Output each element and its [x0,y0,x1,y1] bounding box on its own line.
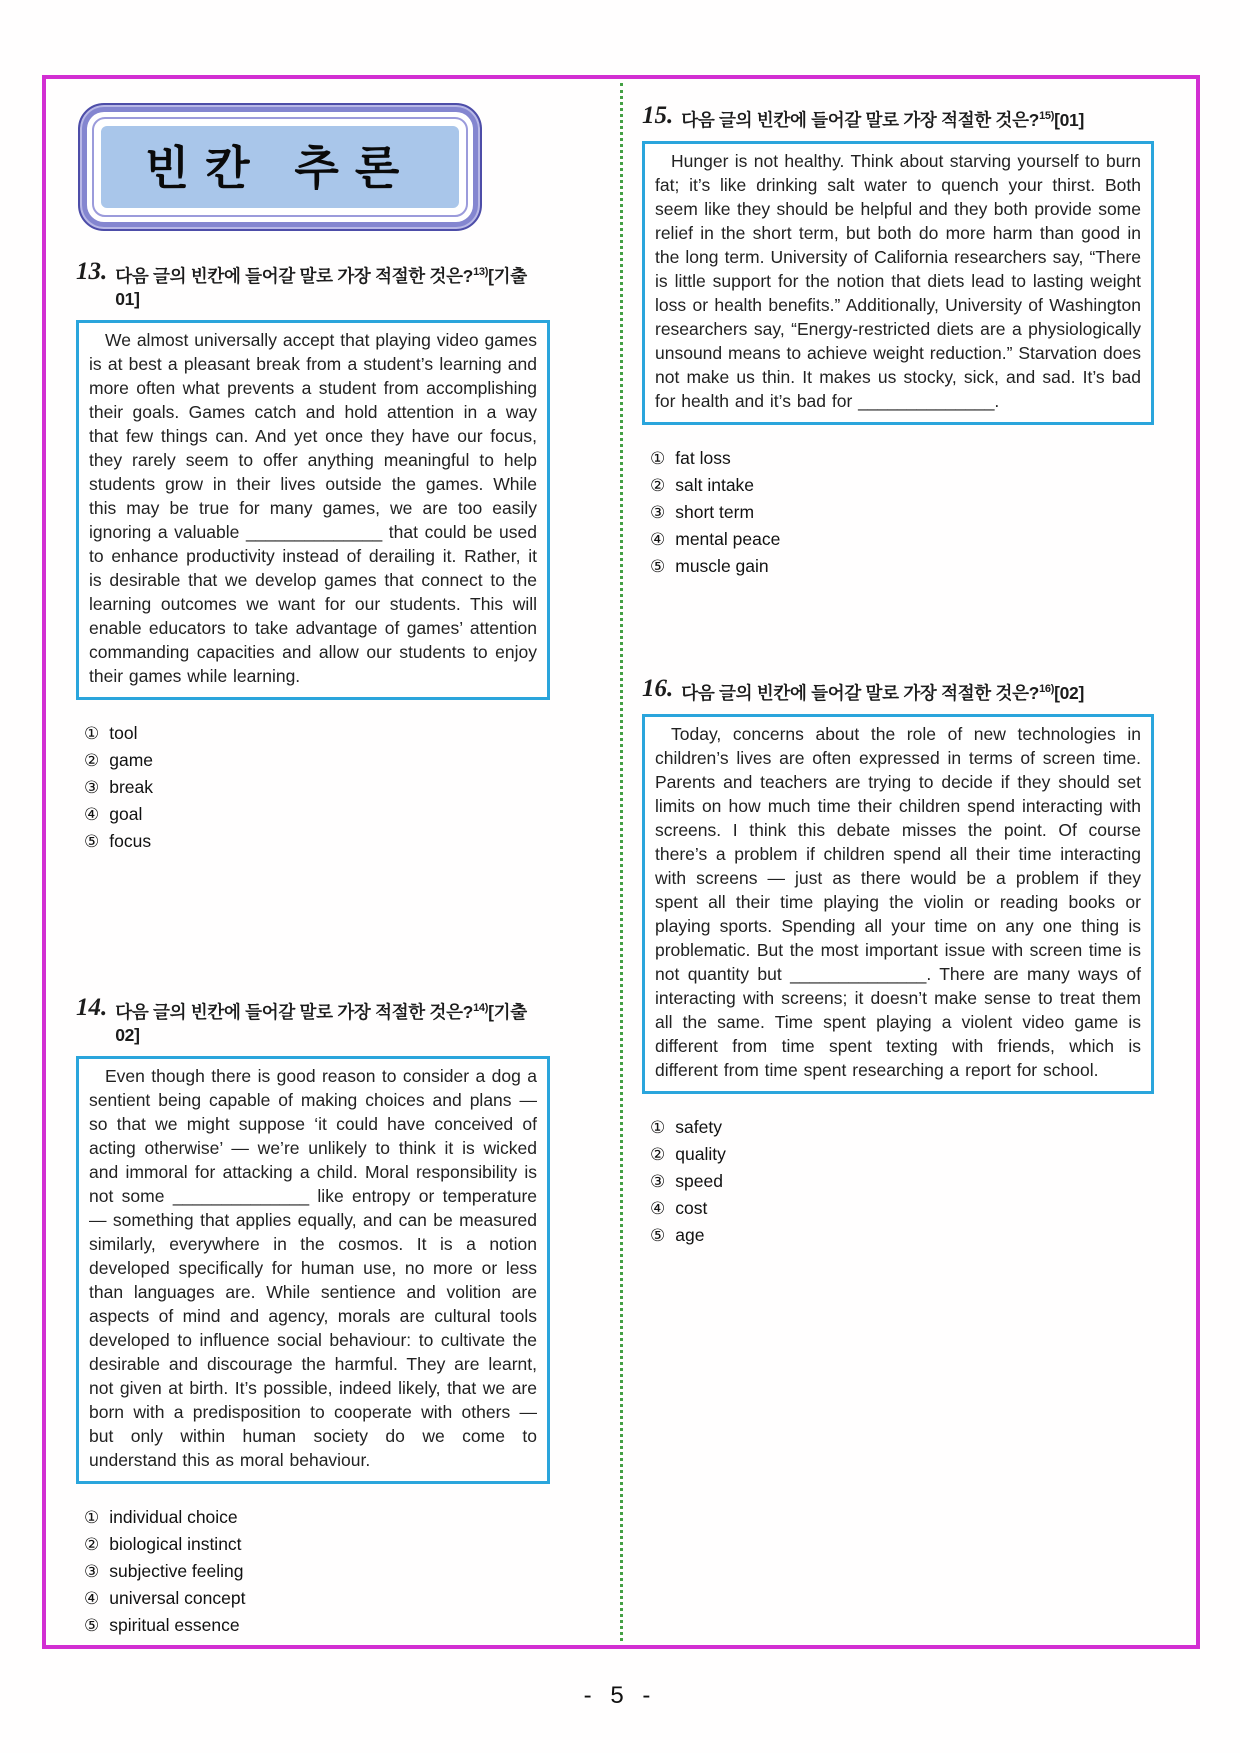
question-15-prompt: 다음 글의 빈칸에 들어갈 말로 가장 적절한 것은?$^{15)}$[01] [681,109,1084,130]
choice-marker: ② [84,1534,100,1554]
choice-marker: ① [84,1507,100,1527]
question-16-passage-box [642,714,1154,1094]
question-15-choices [650,445,1154,580]
choice-marker: ② [84,750,100,770]
choice-text: spiritual essence [109,1614,240,1635]
choice-text: quality [675,1143,726,1164]
choice-text: speed [675,1170,723,1191]
section-title: 빈칸 추론 [144,142,416,194]
question-13-passage: We almost universally accept that playing video games is at best a pleasant break from a student’s learning and more often what prevents a student from accomplishing their goals. Games catch and hold attention in a way that few things can. And yet once they have our focus, they rarely seem to offer anything meaningful to help students grow in their lives outside the games. While this may be true for many games, we are too easily ignoring a valuable ______________ that could be used to enhance productivity instead of derailing it. Rather, it is desirable that we develop games that connect to the learning outcomes we want for our students. This will enable educators to take advantage of games’ attention commanding capacities and allow our students to enjoy their games while learning. [89,329,537,686]
choice-item [84,1504,550,1531]
question-14-choices [84,1504,550,1639]
section-title-banner [78,103,482,231]
question-14-header [76,993,550,1047]
question-16 [642,674,1154,1249]
choice-text: tool [109,722,138,743]
choice-item [650,1168,1154,1195]
choice-item [650,472,1154,499]
choice-item [650,445,1154,472]
choice-item [84,1612,550,1639]
question-13-choices [84,720,550,855]
question-16-prompt: 다음 글의 빈칸에 들어갈 말로 가장 적절한 것은?$^{16)}$[02] [681,682,1084,703]
choice-text: short term [675,501,755,522]
choice-text: focus [109,830,152,851]
choice-text: fat loss [675,447,731,468]
choice-item [84,720,550,747]
choice-marker: ① [650,1117,666,1137]
choice-text: goal [109,803,143,824]
column-divider [620,83,623,1641]
question-13-passage-box [76,320,550,700]
question-14-prompt: 다음 글의 빈칸에 들어갈 말로 가장 적절한 것은?$^{14)}$[기출 02] [115,1001,527,1045]
choice-marker: ④ [84,1588,100,1608]
choice-marker: ④ [650,1198,666,1218]
page-number: - 5 - [583,1682,657,1709]
choice-text: individual choice [109,1506,238,1527]
question-14-source: [기출 02] [115,1001,527,1045]
choice-text: universal concept [109,1587,246,1608]
choice-marker: ③ [84,777,100,797]
choice-marker: ③ [650,1171,666,1191]
question-13 [76,258,550,855]
choice-marker: ④ [650,529,666,549]
choice-marker: ⑤ [650,1225,666,1245]
choice-item [84,828,550,855]
question-16-source: [02] [1054,682,1084,703]
footnote-ref: 13) [473,266,489,278]
left-column [76,79,550,1639]
question-16-passage: Today, concerns about the role of new technologies in children’s lives are often expressed in terms of screen time. Parents and teachers are trying to decide if they should set limits on how much time their children spend interacting with screens. I think this debate misses the point. Of course there’s a problem if children spend all their time interacting with screens — just as there would be a problem if they spent all their time playing the violin or reading books or playing sports. Spending all your time on any one thing is problematic. But the most important issue with screen time is not quantity but ______________. There are many ways of interacting with screens; it doesn’t make sense to treat them all the same. Time spent playing a violent video game is different from time spent texting with friends, which is different from time spent researching a report for school. [655,723,1141,1080]
question-13-header [76,258,550,311]
banner-outer-border [78,103,482,231]
choice-text: cost [675,1197,708,1218]
choice-marker: ① [650,448,666,468]
question-13-number: 13. [76,258,108,285]
choice-item [650,1222,1154,1249]
choice-text: break [109,776,154,797]
choice-marker: ⑤ [650,556,666,576]
question-13-source: [기출 01] [115,265,527,309]
question-14 [76,993,550,1639]
choice-item [650,1195,1154,1222]
question-14-passage-box [76,1056,550,1484]
choice-item [650,526,1154,553]
choice-marker: ② [650,1144,666,1164]
question-14-number: 14. [76,993,108,1021]
choice-text: game [109,749,154,770]
footnote-ref: 16) [1039,682,1055,695]
choice-marker: ⑤ [84,831,100,851]
choice-text: age [675,1224,705,1245]
choice-text: mental peace [675,528,781,549]
question-16-choices [650,1114,1154,1249]
choice-marker: ③ [84,1561,100,1581]
choice-marker: ① [84,723,100,743]
footnote-ref: 14) [473,1001,489,1014]
choice-marker: ⑤ [84,1615,100,1635]
choice-item [650,1114,1154,1141]
choice-text: subjective feeling [109,1560,244,1581]
choice-item [84,1531,550,1558]
choice-marker: ④ [84,804,100,824]
question-16-header [642,674,1154,705]
footnote-ref: 15) [1039,110,1055,122]
question-16-number: 16. [642,674,674,702]
choice-item [84,1558,550,1585]
choice-text: biological instinct [109,1533,242,1554]
question-15-number: 15. [642,102,674,129]
choice-item [84,801,550,828]
right-column [642,79,1154,1249]
question-15-header [642,102,1154,132]
choice-item [84,747,550,774]
choice-item [84,774,550,801]
page-border-frame [42,75,1200,1649]
question-15 [642,102,1154,580]
choice-item [650,499,1154,526]
choice-text: safety [675,1116,722,1137]
choice-item [650,553,1154,580]
question-15-source: [01] [1054,109,1084,130]
question-15-passage: Hunger is not healthy. Think about starving yourself to burn fat; it’s like drinking salt water to quench your thirst. Both seem like they should be helpful and they both provide some relief in the short term, but both do more harm than good in the long term. University of California researchers say, “There is little support for the notion that diets lead to lasting weight loss or health benefits.” Additionally, University of Washington researchers say, “Energy-restricted diets are a physiologically unsound means to achieve weight reduction.” Starvation does not make us thin. It makes us stocky, sick, and sad. It’s bad for health and it’s bad for ______________. [655,150,1141,411]
choice-marker: ③ [650,502,666,522]
choice-item [650,1141,1154,1168]
question-14-passage: Even though there is good reason to consider a dog a sentient being capable of making choices and plans — so that we might suppose ‘it could have conceived of acting otherwise’ — we’re unlikely to think it is wicked and immoral for attacking a child. Moral responsibility is not some ______________ like entropy or temperature — something that applies equally, and can be measured similarly, everywhere in the cosmos. It is a notion developed specifically for human use, no more or less than languages are. While sentience and volition are aspects of mind and agency, morals are cultural tools developed to influence social behaviour: to cultivate the desirable and discourage the harmful. They are learnt, not given at birth. It’s possible, indeed likely, that we are born with a predisposition to cooperate with others — but only within human society do we come to understand this as moral behaviour. [89,1065,537,1470]
choice-text: muscle gain [675,555,769,576]
question-13-prompt: 다음 글의 빈칸에 들어갈 말로 가장 적절한 것은?$^{13)}$[기출 01] [115,265,527,309]
choice-marker: ② [650,475,666,495]
choice-item [84,1585,550,1612]
question-15-passage-box [642,141,1154,425]
choice-text: salt intake [675,474,755,495]
